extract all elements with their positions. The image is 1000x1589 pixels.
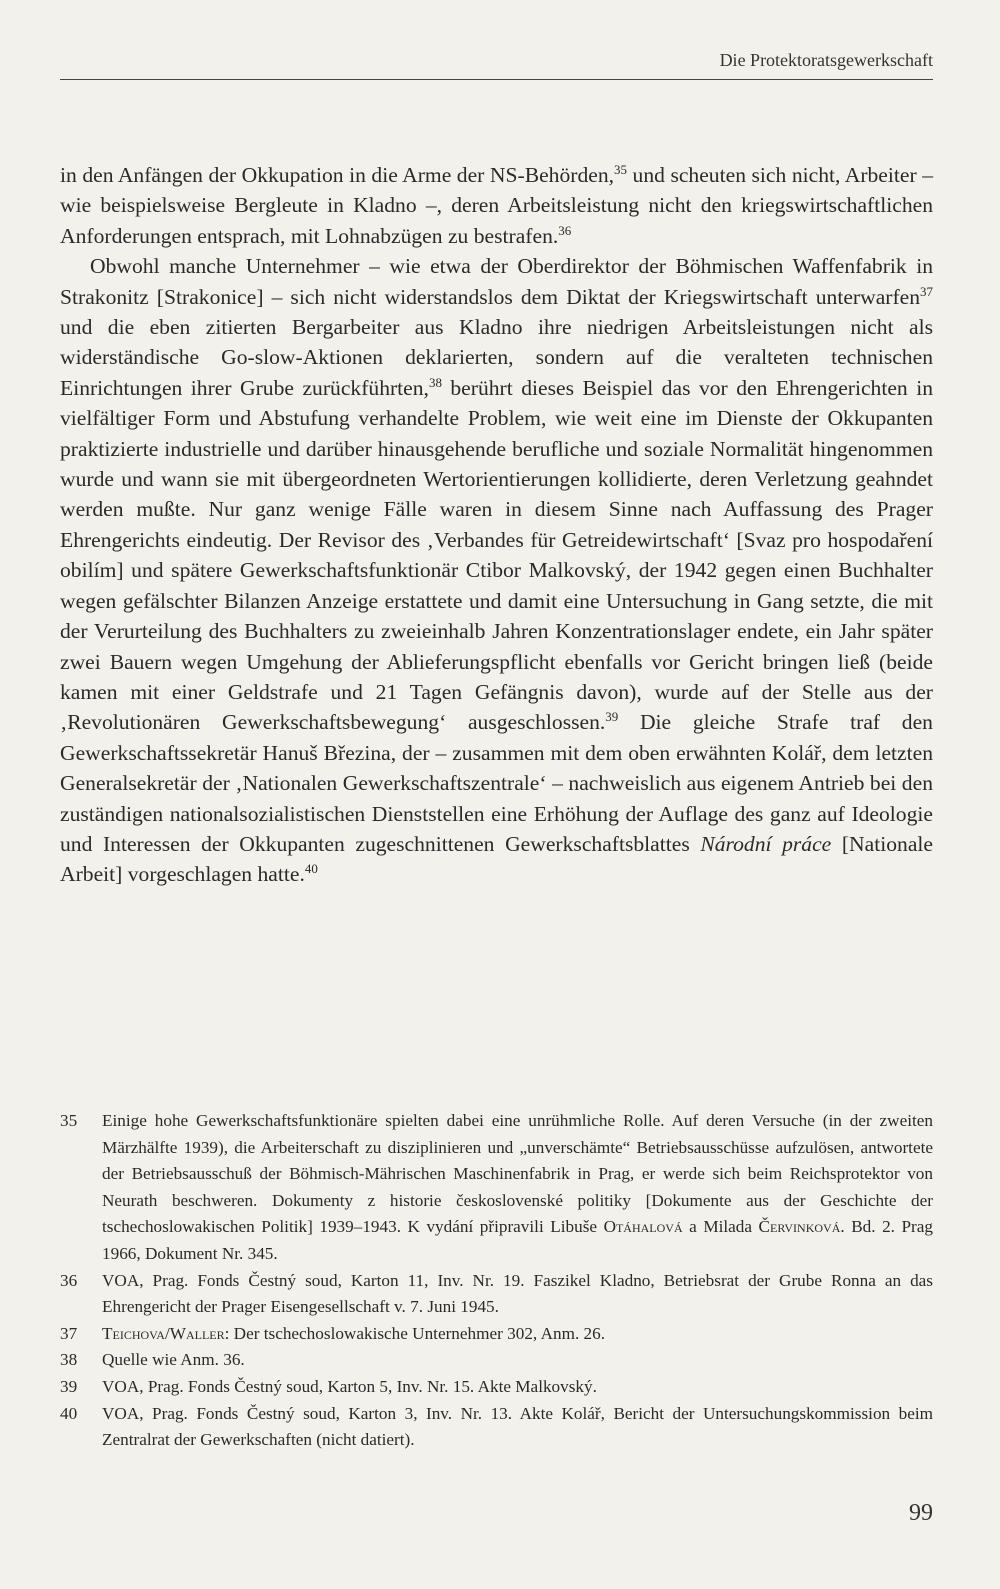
footnote-text: Quelle wie Anm. 36. — [102, 1350, 245, 1370]
footnote-number: 39 — [60, 1376, 78, 1396]
footnote-text: VOA, Prag. Fonds Čestný soud, Karton 11, Inv. Nr. 19. Faszikel Kladno, Betriebsrat der Grube Ronna an das Ehrengericht der Prager Eisengesellschaft v. 7. Juni 1945. — [102, 1270, 933, 1317]
book-page — [60, 0, 933, 1589]
text-run: in den Anfängen der Okkupation in die Arme der NS-Behörden, — [60, 163, 615, 187]
footnote-ref-36[interactable]: 36 — [558, 223, 572, 239]
paragraph-2 — [60, 251, 933, 890]
footnote-number: 40 — [60, 1403, 78, 1423]
text-run: : Der tschechoslowakische Unternehmer 302, Anm. 26. — [224, 1323, 606, 1343]
author-name: Teichova/Waller — [102, 1323, 225, 1343]
text-run: a Milada — [682, 1217, 759, 1237]
footnote-ref-40[interactable]: 40 — [304, 861, 318, 877]
text-run: Einige hohe Gewerkschaftsfunktionäre spielten dabei eine unrühmliche Rolle. Auf deren Versuche (in der zweiten Märzhälfte 1939), die Arbeiterschaft zu disziplinieren und „unverschämte“ Betriebsausschüsse aufzulösen, antwortete der Betriebsausschuß der Böhmisch-Mährischen Maschinenfabrik in Prag, er werde sich beim Reichsprotektor von Neurath beschweren. Dokumenty z historie československé politiky [Dokumente aus der Geschichte der tschechoslowakischen Politik] 1939–1943. K vydání připravili Libuše — [102, 1111, 933, 1237]
text-run: Die gleiche Strafe traf den Gewerkschaftssekretär Hanuš Březina, der – zusammen mit dem oben erwähnten Kolář, dem letzten Generalsekretär der ‚Nationalen Gewerkschaftszentrale‘ – nachweislich aus eigenem Antrieb bei den zuständigen nationalsozialistischen Dienststellen eine Erhöhung der Auflage des ganz auf Ideologie und Interessen der Okkupanten zugeschnittenen Gewerkschaftsblattes — [60, 710, 933, 856]
footnote-text — [102, 1321, 933, 1348]
footnote-40 — [60, 1401, 933, 1454]
text-run: berührt dieses Beispiel das vor den Ehrengerichten in vielfältiger Form und Abstufung verhandelte Problem, wie weit eine im Dienste der Okkupanten praktizierte industrielle und darüber hinausgehende berufliche und soziale Normalität hingenommen wurde und wann sie mit übergeordneten Wertorientierungen kollidierte, deren Verletzung geahndet werden mußte. Nur ganz wenige Fälle waren in diesem Sinne nach Auffassung des Prager Ehrengerichts eindeutig. Der Revisor des ‚Verbandes für Getreidewirtschaft‘ [Svaz pro hospodaření obilím] und spätere Gewerkschaftsfunktionär Ctibor Malkovský, der 1942 gegen einen Buchhalter wegen gefälschter Bilanzen Anzeige erstattete und damit eine Untersuchung in Gang setzte, die mit der Verurteilung des Buchhalters zu zweieinhalb Jahren Konzentrationslager endete, ein Jahr später zwei Bauern wegen Umgehung der Ablieferungspflicht ebenfalls vor Gericht bringen ließ (beide kamen mit einer Geldstrafe und 21 Tagen Gefängnis davon), wurde auf der Stelle aus der ‚Revolutionären Gewerkschaftsbewegung‘ ausgeschlossen. — [60, 375, 933, 735]
author-name: Červinková — [758, 1217, 841, 1237]
journal-title: Národní práce — [700, 831, 832, 856]
running-header: Die Protektoratsgewerkschaft — [719, 50, 933, 70]
footnote-text — [102, 1108, 933, 1268]
footnote-number: 38 — [60, 1350, 78, 1370]
footnotes — [60, 1108, 933, 1454]
text-run: Obwohl manche Unternehmer – wie etwa der Oberdirektor der Böhmischen Waffenfabrik in Strakonitz [Strakonice] – sich nicht widerstandslos dem Diktat der Kriegswirtschaft unterwarfen — [60, 254, 933, 309]
footnote-ref-35[interactable]: 35 — [614, 162, 627, 178]
text-run: [Nationale Arbeit] vorgeschlagen hatte. — [60, 831, 933, 887]
main-text — [60, 160, 933, 890]
footnote-ref-39[interactable]: 39 — [605, 709, 619, 725]
text-run: . Bd. 2. Prag 1966, Dokument Nr. 345. — [102, 1217, 933, 1263]
footnote-number: 36 — [60, 1270, 78, 1290]
footnote-text: VOA, Prag. Fonds Čestný soud, Karton 5, Inv. Nr. 15. Akte Malkovský. — [102, 1376, 597, 1396]
paragraph-1 — [60, 160, 933, 251]
footnote-ref-37[interactable]: 37 — [920, 283, 933, 299]
footnote-36 — [60, 1268, 933, 1321]
page-number: 99 — [909, 1500, 933, 1526]
footnote-text: VOA, Prag. Fonds Čestný soud, Karton 3, Inv. Nr. 13. Akte Kolář, Bericht der Untersuchungskommission beim Zentralrat der Gewerkschaften (nicht datiert). — [102, 1403, 933, 1450]
author-name: Otáhalová — [603, 1217, 683, 1237]
text-run: und die eben zitierten Bergarbeiter aus Kladno ihre niedrigen Arbeitsleistungen nicht als widerständische Go-slow-Aktionen deklarierten, sondern auf die veralteten technischen Einrichtungen ihrer Grube zurückführten, — [60, 315, 933, 400]
footnote-38 — [60, 1347, 933, 1374]
footnote-number: 35 — [60, 1111, 78, 1130]
footnote-number: 37 — [60, 1323, 78, 1343]
footnote-39 — [60, 1374, 933, 1401]
footnote-ref-38[interactable]: 38 — [428, 375, 442, 391]
header-rule — [60, 79, 933, 80]
text-run: und scheuten sich nicht, Arbeiter – wie beispielsweise Bergleute in Kladno –, deren Arbeitsleistung nicht den kriegswirtschaftlichen Anforderungen entsprach, mit Lohnabzügen zu bestrafen. — [60, 163, 933, 248]
footnote-37 — [60, 1321, 933, 1348]
footnote-35 — [60, 1108, 933, 1268]
